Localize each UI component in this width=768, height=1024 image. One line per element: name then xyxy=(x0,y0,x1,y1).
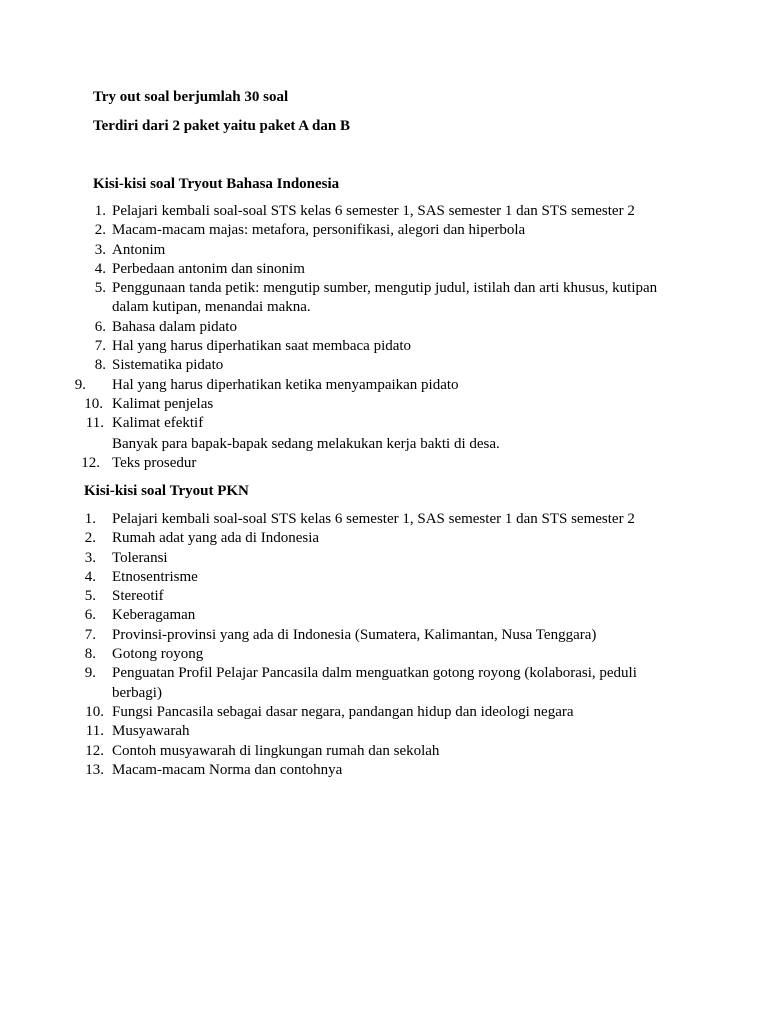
list-item-text: Perbedaan antonim dan sinonim xyxy=(112,260,305,277)
list-item xyxy=(0,703,768,722)
list-item-text: Stereotif xyxy=(112,588,164,605)
bahasa-list-continued xyxy=(0,454,768,473)
list-item-number: 4. xyxy=(84,568,96,585)
list-item xyxy=(0,221,768,240)
list-item-number: 8. xyxy=(94,357,106,374)
list-item-number: 12. xyxy=(81,455,100,471)
list-item-number: 11. xyxy=(85,723,104,740)
list-item-number: 3. xyxy=(94,241,106,258)
list-item-number: 10. xyxy=(84,395,103,412)
list-item-text: Kalimat efektif xyxy=(112,415,204,432)
list-item xyxy=(0,549,768,568)
list-item xyxy=(0,318,768,337)
list-item-text: Toleransi xyxy=(112,549,168,566)
bahasa-list xyxy=(0,202,768,434)
list-item xyxy=(0,742,768,761)
list-item-text: Etnosentrisme xyxy=(112,568,198,585)
list-item xyxy=(0,761,768,780)
list-item xyxy=(0,241,768,260)
pkn-list xyxy=(0,510,768,780)
list-item xyxy=(0,529,768,548)
list-item xyxy=(0,645,768,664)
list-item-text: Sistematika pidato xyxy=(112,357,224,374)
list-item xyxy=(0,260,768,279)
list-item-number: 9. xyxy=(84,665,96,682)
list-item-text: Pelajari kembali soal-soal STS kelas 6 semester 1, SAS semester 1 dan STS semester 2 xyxy=(112,203,635,219)
list-item-number: 6. xyxy=(84,607,96,624)
list-item-text: Musyawarah xyxy=(112,723,190,740)
list-item-number: 1. xyxy=(94,203,106,219)
list-item-number: 10. xyxy=(85,703,104,720)
list-item-text: Pelajari kembali soal-soal STS kelas 6 semester 1, SAS semester 1 dan STS semester 2 xyxy=(112,511,635,527)
list-item-text: Contoh musyawarah di lingkungan rumah dan sekolah xyxy=(112,742,440,759)
list-item xyxy=(0,664,768,703)
list-item xyxy=(0,722,768,741)
list-item-number: 2. xyxy=(94,222,106,239)
list-item-number: 1. xyxy=(84,511,96,527)
list-item-number: 11. xyxy=(85,415,104,432)
list-item-number: 3. xyxy=(84,549,96,566)
list-item xyxy=(0,202,768,221)
section-title-bahasa: Kisi-kisi soal Tryout Bahasa Indonesia xyxy=(93,176,340,192)
list-item xyxy=(0,568,768,587)
list-item-text: Bahasa dalam pidato xyxy=(112,318,237,335)
list-item-text: Provinsi-provinsi yang ada di Indonesia (Sumatera, Kalimantan, Nusa Tenggara) xyxy=(112,626,597,643)
list-item xyxy=(0,376,768,395)
list-item-text: Teks prosedur xyxy=(112,455,197,471)
list-item-number: 8. xyxy=(84,646,96,663)
list-item-number: 5. xyxy=(94,280,106,297)
list-item xyxy=(0,626,768,645)
list-item-number: 5. xyxy=(84,588,96,605)
list-item-text: Penguatan Profil Pelajar Pancasila dalm menguatkan gotong royong (kolaborasi, peduli berbagi) xyxy=(112,665,637,701)
list-item-text: Keberagaman xyxy=(112,607,196,624)
list-item-number: 12. xyxy=(85,742,104,759)
list-item-text: Hal yang harus diperhatikan saat membaca pidato xyxy=(112,338,412,355)
list-item xyxy=(0,510,768,529)
list-item-number: 2. xyxy=(84,530,96,547)
list-item xyxy=(0,395,768,414)
list-item-text: Kalimat penjelas xyxy=(112,395,214,412)
list-item xyxy=(0,337,768,356)
list-item xyxy=(0,414,768,433)
header-line-1: Try out soal berjumlah 30 soal xyxy=(93,89,289,105)
list-item-number: 6. xyxy=(94,318,106,335)
section-title-pkn: Kisi-kisi soal Tryout PKN xyxy=(84,483,249,499)
list-item xyxy=(0,587,768,606)
example-sentence: Banyak para bapak-bapak sedang melakukan kerja bakti di desa. xyxy=(112,436,500,452)
list-item-text: Antonim xyxy=(112,241,166,258)
list-item-text: Gotong royong xyxy=(112,646,204,663)
list-item-number: 7. xyxy=(84,626,96,643)
list-item xyxy=(0,279,768,318)
list-item xyxy=(0,606,768,625)
list-item xyxy=(0,356,768,375)
list-item-text: Macam-macam Norma dan contohnya xyxy=(112,761,343,778)
list-item-number: 13. xyxy=(85,761,104,778)
list-item-text: Hal yang harus diperhatikan ketika menyampaikan pidato xyxy=(112,376,459,393)
list-item xyxy=(0,454,768,473)
list-item-number: 4. xyxy=(94,260,106,277)
list-item-text: Penggunaan tanda petik: mengutip sumber, mengutip judul, istilah dan arti khusus, kutipan dalam kutipan, menandai makna. xyxy=(112,280,658,316)
header-line-2: Terdiri dari 2 paket yaitu paket A dan B xyxy=(93,118,350,134)
list-item-text: Macam-macam majas: metafora, personifikasi, alegori dan hiperbola xyxy=(112,222,526,239)
list-item-text: Rumah adat yang ada di Indonesia xyxy=(112,530,320,547)
list-item-number: 7. xyxy=(94,338,106,355)
list-item-number: 9. xyxy=(74,376,86,393)
list-item-text: Fungsi Pancasila sebagai dasar negara, pandangan hidup dan ideologi negara xyxy=(112,703,574,720)
